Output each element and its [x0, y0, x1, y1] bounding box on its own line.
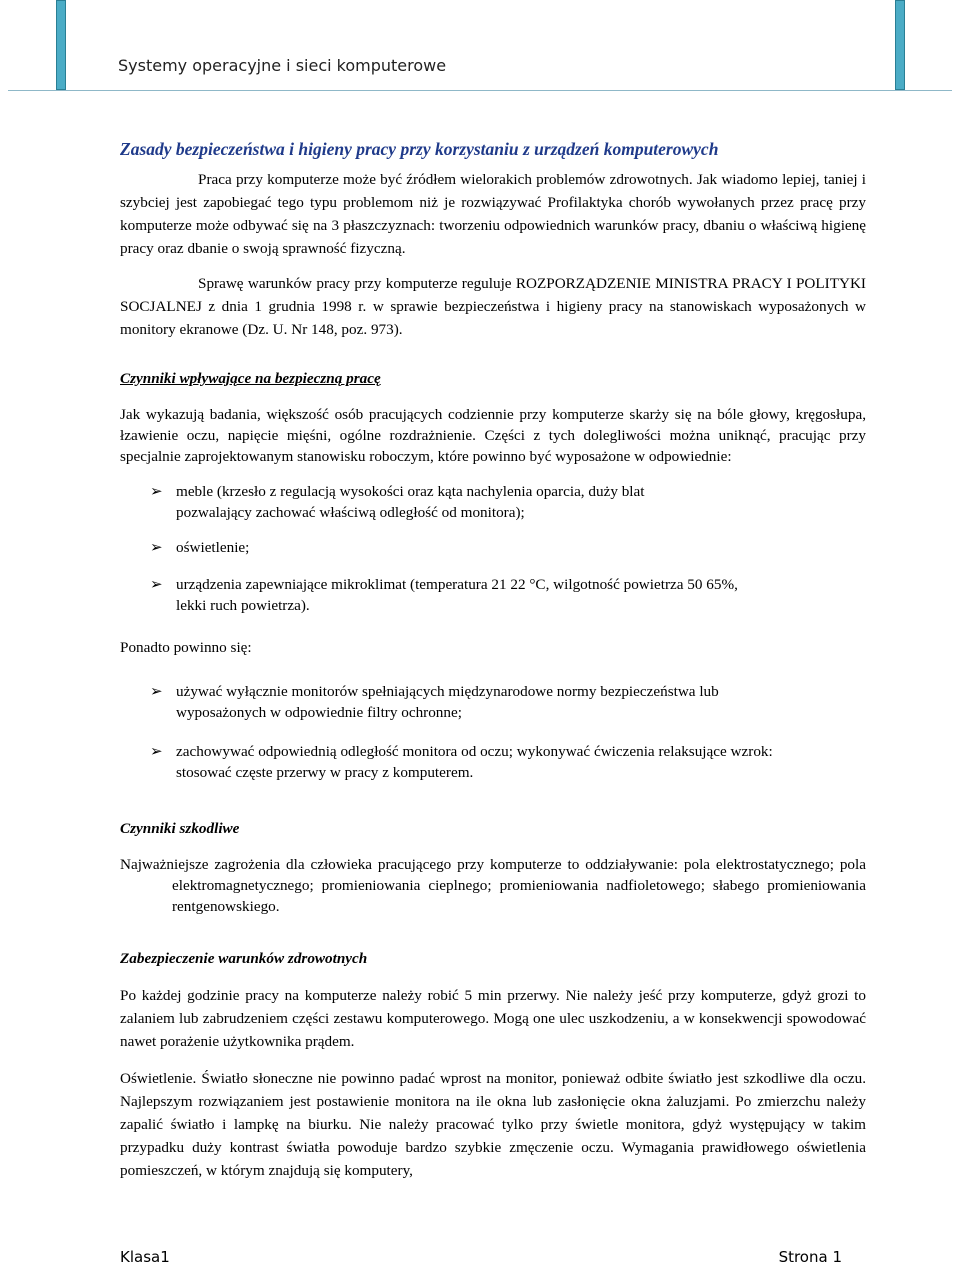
- section-harmful-paragraph: Najważniejsze zagrożenia dla człowieka pracującego przy komputerze to oddziaływanie: pola elektrostatycznego; pola elektromagnetycznego; promieniowania cieplnego; promieniowania nadfioletowego; słabego promieniowania rentgenowskiego.: [120, 856, 866, 915]
- list-item: [150, 741, 866, 783]
- section-heading-factors-text: Czynniki wpływające na bezpieczną pracę: [120, 370, 381, 387]
- document-title: Zasady bezpieczeństwa i higieny pracy przy korzystaniu z urządzeń komputerowych: [120, 139, 719, 159]
- list-item-text: używać wyłącznie monitorów spełniających międzynarodowe normy bezpieczeństwa lub: [176, 683, 719, 700]
- list-item-text-cont: stosować częste przerwy w pracy z komputerem.: [176, 764, 474, 781]
- section-heading-harmful: Czynniki szkodliwe: [120, 820, 240, 837]
- document-body: [120, 136, 866, 1182]
- list-item-text-cont: lekki ruch powietrza).: [176, 597, 310, 614]
- recommendations-list: [120, 681, 866, 783]
- list-item: [150, 574, 866, 616]
- arrow-bullet-icon: ➢: [150, 742, 163, 760]
- list-item: [150, 481, 866, 523]
- list-item: [150, 681, 866, 723]
- list-item-text: oświetlenie;: [176, 539, 250, 556]
- intro-paragraph-1: Praca przy komputerze może być źródłem wielorakich problemów zdrowotnych. Jak wiadomo lepiej, taniej i szybciej jest zapobiegać tego typu problemom niż je rozwiązywać Profilaktyka chorób wywołanych przez pracę przy komputerze może odbywać się na 3 płaszczyznach: tworzeniu odpowiednich warunków pracy, dbaniu o właściwą higienę pracy oraz dbanie o swoją sprawność fizyczną.: [120, 171, 866, 257]
- arrow-bullet-icon: ➢: [150, 538, 163, 556]
- equipment-list: [120, 481, 866, 616]
- list-item-text: urządzenia zapewniające mikroklimat (temperatura 21 22 °C, wilgotność powietrza 50 65%,: [176, 576, 738, 593]
- arrow-bullet-icon: ➢: [150, 482, 163, 500]
- section-heading-health: Zabezpieczenie warunków zdrowotnych: [120, 950, 368, 967]
- section-health-paragraph-2: Oświetlenie. Światło słoneczne nie powinno padać wprost na monitor, ponieważ odbite światło jest szkodliwe dla oczu. Najlepszym rozwiązaniem jest postawienie monitora na ile okna lub zasłonięcie okna żaluzjami. Po zmierzchu należy zapalić światło i lampkę na biurku. Nie należy pracować tylko przy świetle monitora, gdyż występujący w takim przypadku duży kontrast światła powoduje bardzo szybkie zmęczenie oczu. Wymagania prawidłowego oświetlenia pomieszczeń, w którym znajdują się komputery,: [120, 1070, 866, 1179]
- arrow-bullet-icon: ➢: [150, 575, 163, 593]
- footer-page-number: Strona 1: [778, 1248, 842, 1266]
- header-accent-bar-right: [895, 0, 905, 90]
- section-heading-factors: [120, 367, 866, 390]
- header-divider: [8, 90, 952, 91]
- header-title: Systemy operacyjne i sieci komputerowe: [118, 56, 447, 75]
- list-item-text-cont: pozwalający zachować właściwą odległość od monitora);: [176, 504, 525, 521]
- section-factors-paragraph-2: Ponadto powinno się:: [120, 639, 252, 656]
- header-accent-bar-left: [56, 0, 66, 90]
- footer-class-label: Klasa1: [120, 1248, 170, 1266]
- intro-paragraph-2: Sprawę warunków pracy przy komputerze reguluje ROZPORZĄDZENIE MINISTRA PRACY I POLITYKI SOCJALNEJ z dnia 1 grudnia 1998 r. w sprawie bezpieczeństwa i higieny pracy na stanowiskach wyposażonych w monitory ekranowe (Dz. U. Nr 148, poz. 973).: [120, 275, 866, 338]
- list-item-text: zachowywać odpowiednią odległość monitora od oczu; wykonywać ćwiczenia relaksujące wzrok:: [176, 743, 773, 760]
- list-item-text: meble (krzesło z regulacją wysokości oraz kąta nachylenia oparcia, duży blat: [176, 483, 645, 500]
- arrow-bullet-icon: ➢: [150, 682, 163, 700]
- section-health-paragraph-1: Po każdej godzinie pracy na komputerze należy robić 5 min przerwy. Nie należy jeść przy komputerze, gdyż grozi to zalaniem lub zabrudzeniem części zestawu komputerowego. Mogą one ulec uszkodzeniu, a w konsekwencji spowodować nawet porażenie użytkownika prądem.: [120, 987, 866, 1050]
- list-item: [150, 537, 866, 558]
- section-factors-paragraph: Jak wykazują badania, większość osób pracujących codziennie przy komputerze skarży się na bóle głowy, kręgosłupa, łzawienie oczu, napięcie mięśni, ogólne rozdrażnienie. Części z tych dolegliwości można uniknąć, pracując przy specjalnie zaprojektowanym stanowisku roboczym, które powinno być wyposażone w odpowiednie:: [120, 406, 866, 465]
- list-item-text-cont: wyposażonych w odpowiednie filtry ochronne;: [176, 704, 462, 721]
